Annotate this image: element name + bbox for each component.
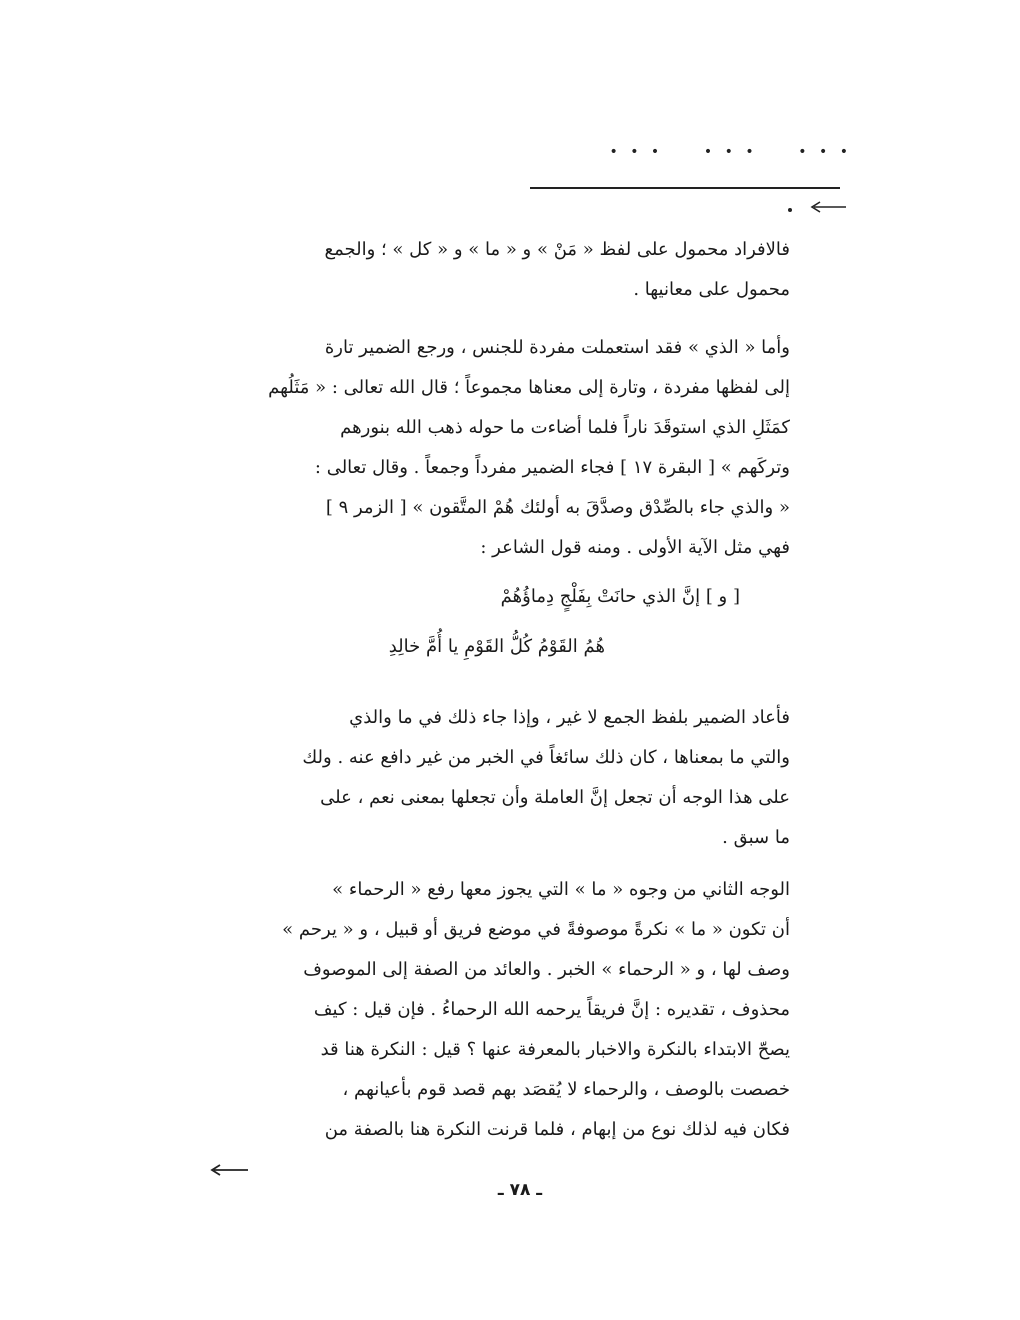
text-line: محذوف ، تقديره : إنَّ فريقاً يرحمه الله الرحماءُ . فإن قيل : كيف [313,999,790,1020]
ornament-dot: • [724,144,735,160]
poem-verse-2: هُمُ القَوْمُ كُلُّ القَوْمِ يا أُمَّ خالِدِ [388,636,605,657]
header-mark [788,208,792,212]
text-line: « والذي جاء بالصِّدْق وصدَّقَ به أولئك هُمْ المتَّقون » [ الزمر ٩ ] [325,497,790,518]
text-line: يصحّ الابتداء بالنكرة والاخبار بالمعرفة عنها ؟ قيل : النكرة هنا قد [320,1039,790,1060]
text-line: فهي مثل الآية الأولى . ومنه قول الشاعر : [480,537,790,558]
text-line: خصصت بالوصف ، والرحماء لا يُقصَد بهم قصد قوم بأعيانهم ، [342,1079,790,1100]
text-line: فكان فيه لذلك نوع من إبهام ، فلما قرنت النكرة هنا بالصفة من [324,1119,790,1140]
text-line: وأما « الذي » فقد استعملت مفردة للجنس ، ورجع الضمير تارة [324,337,790,358]
text-line: فأعاد الضمير بلفظ الجمع لا غير ، وإذا جاء ذلك في ما والذي [349,707,790,728]
text-line: ما سبق . [722,827,790,848]
header-ornament [490,144,850,164]
page-number: ـ ٧٨ ـ [497,1180,543,1200]
text-line: محمول على معانيها . [633,279,790,300]
ornament-dot: • [650,144,662,160]
ornament-dot: • [745,144,756,160]
ornament-dot: • [609,144,620,160]
ornament-dot: • [798,144,809,160]
paragraph-4 [200,870,790,1150]
arrow-left-icon [808,200,846,214]
text-line: الوجه الثاني من وجوه « ما » التي يجوز معها رفع « الرحماء » [332,879,790,900]
paragraph-1 [200,230,790,310]
header-rule [530,187,840,189]
ornament-dot: • [839,144,850,160]
text-line: كمَثَلِ الذي استوقَدَ ناراً فلما أضاءت ما حوله ذهب الله بنورهم [340,417,790,438]
ornament-dot: • [630,144,641,160]
text-line: وصف لها ، و « الرحماء » الخبر . والعائد من الصفة إلى الموصوف [303,959,790,980]
paragraph-2 [200,328,790,568]
text-line: على هذا الوجه أن تجعل إنَّ العاملة وأن تجعلها بمعنى نعم ، على [320,787,790,808]
text-line: أن تكون « ما » نكرةً موصوفةً في موضع فريق أو قبيل ، و « يرحم » [282,919,790,940]
text-line: وتركَهم » [ البقرة ١٧ ] فجاء الضمير مفرداً وجمعاً . وقال تعالى : [314,457,790,478]
ornament-dot: • [703,144,715,160]
poem-verse-1: [ و ] إنَّ الذي حانَتْ بِفَلْجٍ دِماؤُهُمْ [500,586,740,607]
paragraph-3 [200,698,790,858]
text-line: إلى لفظها مفردة ، وتارة إلى معناها مجموعاً ؛ قال الله تعالى : « مَثَلُهم [268,377,790,398]
ornament-dot: • [819,144,830,160]
arrow-left-icon [208,1163,248,1177]
text-line: فالافراد محمول على لفظ « مَنْ » و « ما » و « كل » ؛ والجمع [324,239,790,260]
text-line: والتي ما بمعناها ، كان ذلك سائغاً في الخبر من غير دافع عنه . ولك [302,747,790,768]
